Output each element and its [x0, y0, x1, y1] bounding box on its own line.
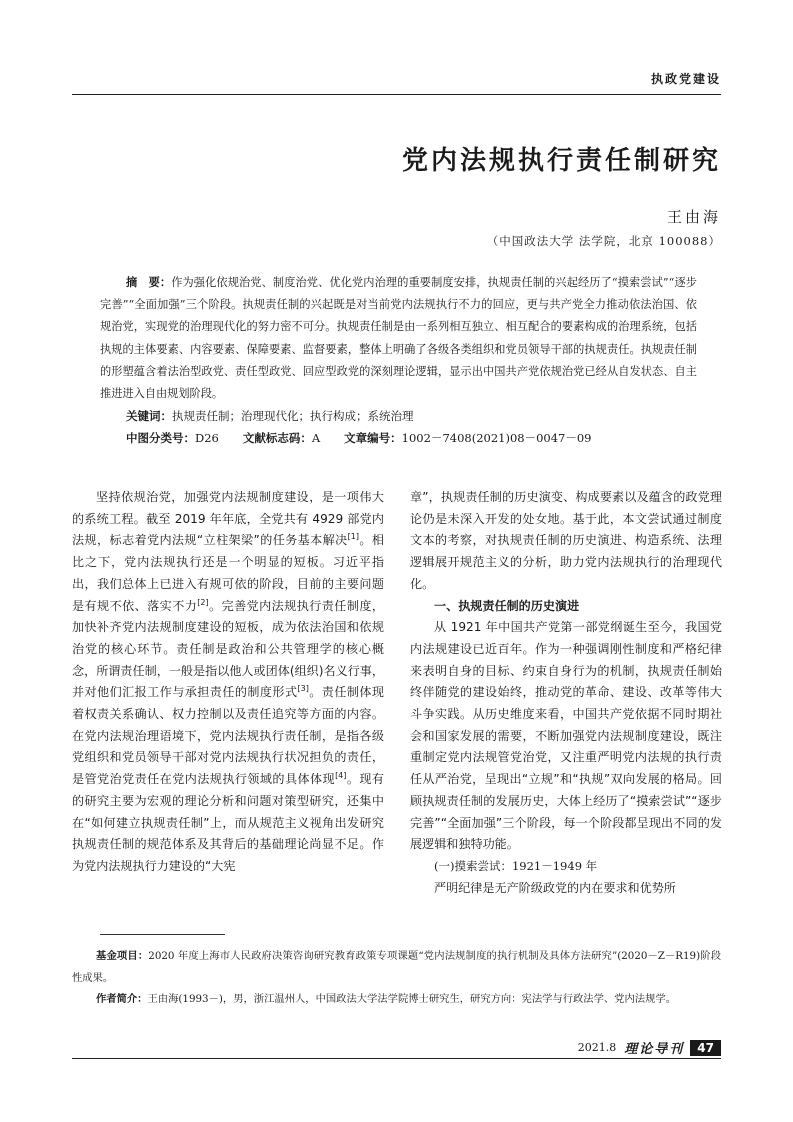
classification-line	[100, 427, 697, 449]
body-column-right	[410, 487, 722, 899]
body-column-left	[72, 487, 384, 899]
abstract-label: 摘 要：	[126, 276, 172, 289]
section-heading-1: 一、执规责任制的历史演进	[434, 598, 580, 613]
author-affiliation: （中国政法大学 法学院，北京 100088）	[486, 234, 721, 248]
article-no-label: 文章编号：	[344, 431, 402, 446]
citation-3: [3]	[297, 684, 309, 694]
bio-text: 王由海(1993－)，男，浙江温州人，中国政法大学法学院博士研究生，研究方向：宪法学与行政法学、党内法规学。	[147, 993, 676, 1005]
doc-code-value: A	[311, 431, 321, 446]
citation-4: [4]	[335, 771, 347, 781]
abstract-block	[100, 272, 697, 450]
keywords-label: 关键词：	[126, 409, 172, 424]
footnote-rule	[100, 934, 225, 935]
intro-text-5: 。现有的研究主要为宏观的理论分析和问题对策型研究，还集中在“如何建立执规责任制”上，而从规范主义视角出发研究执规责任制的规范体系及其背后的基础理论尚显不足。作为党内法规执行力建设的“大宪	[72, 772, 384, 873]
intro-paragraph	[72, 487, 384, 878]
citation-2: [2]	[197, 597, 209, 607]
section-tag: 执政党建设	[650, 72, 721, 86]
abstract-text: 作为强化依规治党、制度治党、优化党内治理的重要制度安排，执规责任制的兴起经历了“摸索尝试”“逐步完善”“全面加强”三个阶段。执规责任制的兴起既是对当前党内法规执行不力的回应，更与共产党全力推动依法治国、依规治党，实现党的治理现代化的努力密不可分。执规责任制是由一系列相互独立、相互配合的要素构成的治理系统，包括执规的主体要素、内容要素、保障要素、监督要素，整体上明确了各级各类组织和党员领导干部的执规责任。执规责任制的形塑蕴含着法治型政党、责任型政党、回应型政党的深刻理论逻辑，显示出中国共产党依规治党已经从自发状态、自主推进进入自由规划阶段。	[100, 276, 697, 401]
footnotes	[72, 946, 721, 1011]
fund-note	[72, 946, 721, 989]
section-1-paragraph: 从 1921 年中国共产党第一部党纲诞生至今，我国党内法规建设已近百年。作为一种强调刚性制度和严格纪律来表明自身的目标、约束自身行为的机制，执规责任制始终伴随党的建设始终，推动党的革命、建设、改革等伟大斗争实践。从历史维度来看，中国共产党依据不同时期社会和国家发展的需要，不断加强党内法规制度建设，既注重制定党内法规管党治党，又注重严明党内法规的执行责任从严治党，呈现出“立规”和“执规”双向发展的格局。回顾执规责任制的发展历史，大体上经历了“摸索尝试”“逐步完善”“全面加强”三个阶段，每一个阶段都呈现出不同的发展逻辑和独特功能。	[410, 620, 722, 852]
intro-text-2: 。相比之下，党内法规执行还是一个明显的短板。习近平指出，我们总体上已进入有规可依的阶段，目前的主要问题是有规不依、落实不力	[72, 533, 384, 613]
journal-name: 理论导刊	[624, 1042, 685, 1057]
doc-code-label: 文献标志码：	[242, 431, 312, 446]
page-footer	[578, 1038, 721, 1057]
header-rule	[72, 94, 721, 95]
clc-value: D26	[195, 431, 219, 446]
intro-paragraph-continued: 章”，执规责任制的历史演变、构成要素以及蕴含的政党理论仍是未深入开发的处女地。基于此，本文尝试通过制度文本的考察，对执规责任制的历史演进、构造系统、法理逻辑展开规范主义的分析，助力党内法规执行的治理现代化。	[410, 490, 722, 591]
body-columns	[72, 487, 722, 899]
intro-text-3: 。完善党内法规执行责任制度，加快补齐党内法规制度建设的短板，成为依法治国和依规治党的核心环节。责任制是政治和公共管理学的核心概念，所谓责任制，一般是指以他人或团体(组织)名义行事，并对他们汇报工作与承担责任的制度形式	[72, 598, 384, 700]
clc-label: 中图分类号：	[126, 431, 195, 446]
author-bio-note	[72, 989, 721, 1011]
fund-label: 基金项目：	[96, 950, 149, 962]
keywords-line	[100, 405, 697, 427]
fund-text: 2020 年度上海市人民政府决策咨询研究教育政策专项课题“党内法规制度的执行机制及具体方法研究”(2020－Z－R19)阶段性成果。	[72, 950, 721, 984]
intro-text-4: 。责任制体现着权责关系确认、权力控制以及责任追究等方面的内容。在党内法规治理语境下，党内法规执行责任制，是指各级党组织和党员领导干部对党内法规执行状况担负的责任，是管党治党责任在党内法规执行领域的具体体现	[72, 685, 384, 787]
issue-date: 2021.8	[577, 1041, 617, 1054]
article-no-value: 1002－7408(2021)08－0047－09	[401, 431, 592, 446]
subsection-heading-1: (一)摸索尝试：1921－1949 年	[434, 858, 598, 873]
bio-label: 作者简介：	[96, 993, 148, 1005]
author-name: 王由海	[666, 208, 721, 226]
footer-rule	[72, 1058, 721, 1059]
intro-text-1: 坚持依规治党，加强党内法规制度建设，是一项伟大的系统工程。截至 2019 年年底，全党共有 4929 部党内法规，标志着党内法规“立柱架梁”的任务基本解决	[72, 490, 384, 548]
citation-1: [1]	[347, 532, 359, 542]
keywords-text: 执规责任制；治理现代化；执行构成；系统治理	[172, 409, 414, 424]
article-title: 党内法规执行责任制研究	[401, 146, 721, 176]
abstract	[100, 272, 697, 405]
page-number: 47	[690, 1040, 721, 1056]
subsection-1-paragraph: 严明纪律是无产阶级政党的内在要求和优势所	[434, 880, 676, 895]
